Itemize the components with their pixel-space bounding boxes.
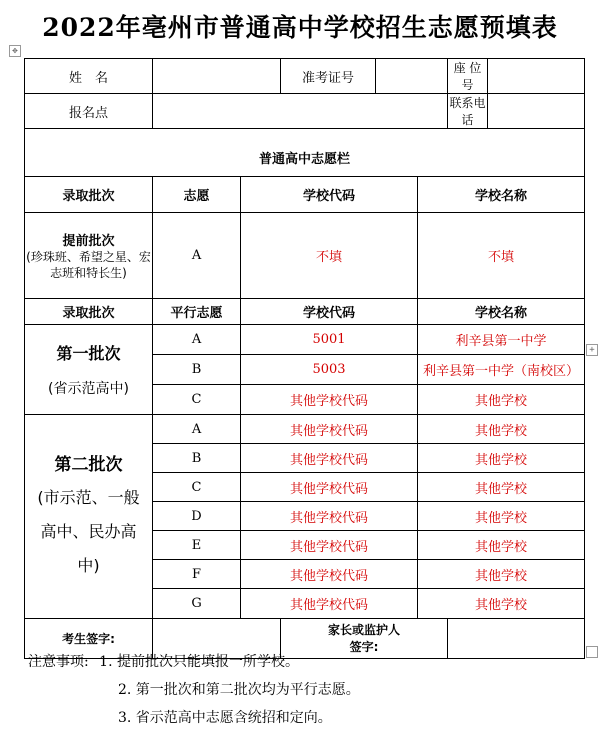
batch1-name-a[interactable]: 利辛县第一中学 xyxy=(418,325,585,355)
batch2-name-d[interactable]: 其他学校 xyxy=(418,502,585,531)
notes xyxy=(28,648,360,732)
batch1-name-c[interactable]: 其他学校 xyxy=(418,385,585,415)
batch1-title: 第一批次 xyxy=(56,344,121,363)
header-row-2 xyxy=(25,299,585,325)
header1-name: 学校名称 xyxy=(418,177,585,213)
name-field[interactable] xyxy=(153,59,281,94)
batch1-cell xyxy=(25,325,153,415)
batch2-row-a xyxy=(25,415,585,444)
note-item-3: 3. 省示范高中志愿含统招和定向。 xyxy=(118,710,332,726)
batch2-code-d[interactable]: 其他学校代码 xyxy=(241,502,418,531)
early-batch-desc: (珍珠班、希望之星、宏志班和特长生) xyxy=(26,250,151,280)
batch2-code-e[interactable]: 其他学校代码 xyxy=(241,531,418,560)
student-signature-label: 考生签字: xyxy=(25,619,153,659)
batch2-wish-a: A xyxy=(153,415,241,444)
reg-point-field[interactable] xyxy=(153,94,448,129)
batch2-name-g[interactable]: 其他学校 xyxy=(418,589,585,619)
batch2-code-a[interactable]: 其他学校代码 xyxy=(241,415,418,444)
batch2-desc-line2: 高中、民办高 xyxy=(40,522,137,541)
batch1-wish-a: A xyxy=(153,325,241,355)
early-name[interactable]: 不填 xyxy=(418,213,585,299)
spacer-row xyxy=(25,129,585,139)
phone-field[interactable] xyxy=(488,94,585,129)
batch1-desc: (省示范高中) xyxy=(48,381,129,397)
parent-signature-line1: 家长或监护人 xyxy=(328,622,401,637)
header-row-1 xyxy=(25,177,585,213)
batch2-name-e[interactable]: 其他学校 xyxy=(418,531,585,560)
application-form-table xyxy=(24,58,585,659)
seat-label: 座 位 号 xyxy=(448,59,488,94)
note-line-1 xyxy=(28,648,360,676)
batch1-row-a xyxy=(25,325,585,355)
batch1-code-c[interactable]: 其他学校代码 xyxy=(241,385,418,415)
info-row-1 xyxy=(25,59,585,94)
table-resize-handle-icon[interactable] xyxy=(586,646,598,658)
batch2-name-a[interactable]: 其他学校 xyxy=(418,415,585,444)
note-item-1: 1. 提前批次只能填报一所学校。 xyxy=(99,654,299,670)
reg-point-label: 报名点 xyxy=(25,94,153,129)
batch2-name-f[interactable]: 其他学校 xyxy=(418,560,585,589)
seat-field[interactable] xyxy=(488,59,585,94)
batch2-wish-d: D xyxy=(153,502,241,531)
batch1-code-b[interactable]: 5003 xyxy=(241,355,418,385)
batch2-desc-line3: 中) xyxy=(77,556,100,575)
name-label: 姓 名 xyxy=(25,59,153,94)
batch2-wish-g: G xyxy=(153,589,241,619)
parent-signature-field[interactable] xyxy=(448,619,585,659)
table-add-row-icon[interactable]: + xyxy=(586,344,598,356)
batch2-code-f[interactable]: 其他学校代码 xyxy=(241,560,418,589)
batch2-desc-line1: (市示范、一般 xyxy=(37,488,140,507)
batch2-wish-b: B xyxy=(153,444,241,473)
batch1-wish-c: C xyxy=(153,385,241,415)
early-batch-cell xyxy=(25,213,153,299)
batch1-name-b[interactable]: 利辛县第一中学（南校区） xyxy=(418,355,585,385)
table-move-handle-icon[interactable]: ✥ xyxy=(9,45,21,57)
notes-label: 注意事项: xyxy=(28,654,89,670)
section-title: 普通高中志愿栏 xyxy=(25,139,585,177)
note-item-2: 2. 第一批次和第二批次均为平行志愿。 xyxy=(118,682,360,698)
parent-signature-line2: 签字: xyxy=(349,639,379,654)
batch1-code-a[interactable]: 5001 xyxy=(241,325,418,355)
exam-no-label: 准考证号 xyxy=(281,59,376,94)
batch2-title: 第二批次 xyxy=(54,455,123,475)
batch2-name-b[interactable]: 其他学校 xyxy=(418,444,585,473)
batch2-code-c[interactable]: 其他学校代码 xyxy=(241,473,418,502)
early-batch-title: 提前批次 xyxy=(62,234,115,249)
header1-code: 学校代码 xyxy=(241,177,418,213)
batch2-wish-e: E xyxy=(153,531,241,560)
phone-label: 联系电话 xyxy=(448,94,488,129)
info-row-2 xyxy=(25,94,585,129)
page-title: 2022年亳州市普通高中学校招生志愿预填表 xyxy=(42,13,558,42)
note-line-2 xyxy=(28,676,360,704)
header1-wish: 志愿 xyxy=(153,177,241,213)
section-title-row xyxy=(25,139,585,177)
batch2-code-g[interactable]: 其他学校代码 xyxy=(241,589,418,619)
header2-name: 学校名称 xyxy=(418,299,585,325)
header2-batch: 录取批次 xyxy=(25,299,153,325)
batch2-cell xyxy=(25,415,153,619)
batch2-wish-c: C xyxy=(153,473,241,502)
early-wish: A xyxy=(153,213,241,299)
batch1-wish-b: B xyxy=(153,355,241,385)
note-line-3 xyxy=(28,704,360,732)
early-code[interactable]: 不填 xyxy=(241,213,418,299)
header2-code: 学校代码 xyxy=(241,299,418,325)
batch2-name-c[interactable]: 其他学校 xyxy=(418,473,585,502)
header2-wish: 平行志愿 xyxy=(153,299,241,325)
batch2-code-b[interactable]: 其他学校代码 xyxy=(241,444,418,473)
early-batch-row xyxy=(25,213,585,299)
batch2-wish-f: F xyxy=(153,560,241,589)
header1-batch: 录取批次 xyxy=(25,177,153,213)
exam-no-field[interactable] xyxy=(376,59,448,94)
